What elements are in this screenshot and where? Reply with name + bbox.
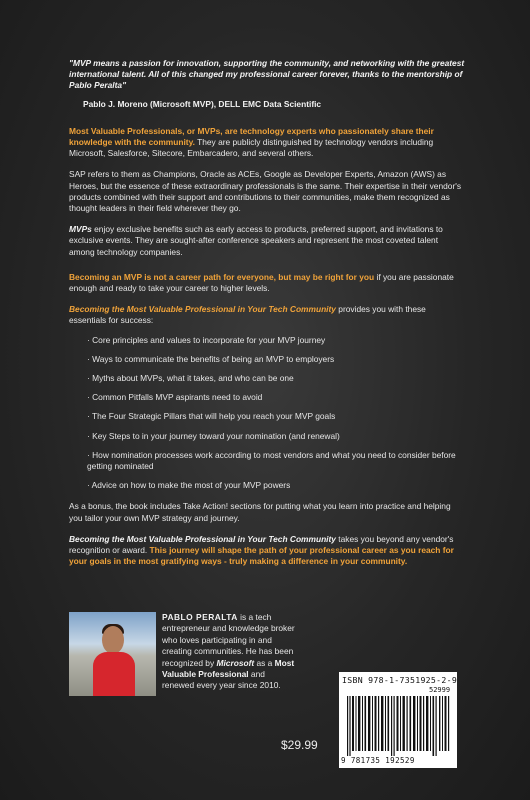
essentials-list: [87, 335, 465, 492]
author-vendor: Microsoft: [216, 657, 255, 668]
paragraph-vendor-names: SAP refers to them as Champions, Oracle as ACEs, Google as Developer Experts, Amazon (AWS) as Heroes, but the essence of these extraordinary professionals is the same. Their expertise in their vendor's products combined with their support and contributions to their communities, make them recognized as thought leaders in their field wherever they go.: [69, 169, 462, 214]
book-title-highlight: Becoming the Most Valuable Professional in Your Tech Community: [69, 304, 336, 315]
highlight-mvp-definition: Most Valuable Professionals, or MVPs, are technology experts who passionately share their knowledge with the community.: [69, 125, 434, 148]
book-title: Becoming the Most Valuable Professional in Your Tech Community: [69, 533, 336, 544]
paragraph-bonus: As a bonus, the book includes Take Action! sections for putting what you learn into practice and helping you tailor your own MVP strategy and journey.: [69, 501, 451, 523]
list-item: · Advice on how to make the most of your MVP powers: [87, 480, 465, 491]
testimonial-quote: "MVP means a passion for innovation, supporting the community, and networking with the greatest international talent. All of this changed my professional career forever, thanks to the mentorship of Pablo Peralta": [69, 58, 465, 91]
mvps-lead: MVPs: [69, 224, 92, 235]
author-bio-part: as a: [254, 657, 275, 668]
isbn-barcode: [339, 672, 457, 768]
author-bio-part: is a tech entrepreneur and knowledge broker who loves participating in and creating communities. He has been recognized by: [162, 612, 295, 668]
author-shirt: [93, 652, 135, 696]
back-cover-text: [69, 58, 465, 578]
author-photo: [69, 612, 156, 696]
barcode-bars: [347, 696, 451, 756]
price-addon-digits: 52999: [429, 686, 451, 694]
text-benefits: enjoy exclusive benefits such as early access to products, preferred support, and invitations to exclusive events. They are sought-after conference speakers and represent the most coveted talent among technology companies.: [69, 224, 443, 257]
list-item: · Core principles and values to incorporate for your MVP journey: [87, 335, 465, 346]
author-head: [102, 626, 124, 654]
price-label: $29.99: [281, 738, 318, 752]
isbn-number: ISBN 978-1-7351925-2-9: [342, 675, 458, 685]
highlight-career-path: Becoming an MVP is not a career path for everyone, but may be right for you: [69, 271, 375, 282]
list-item: · The Four Strategic Pillars that will help you reach your MVP goals: [87, 411, 465, 422]
ean-digits: 9 781735 192529: [341, 756, 415, 765]
paragraph-essentials-intro: [69, 304, 465, 326]
highlight-journey: This journey will shape the path of your professional career as you reach for your goals in the most gratifying ways - truly making a difference in your community.: [69, 545, 454, 567]
text-essentials-intro: provides you with these essentials for success:: [69, 304, 426, 326]
testimonial-attribution: Pablo J. Moreno (Microsoft MVP), DELL EMC Data Scientific: [83, 98, 322, 109]
text-career-path: if you are passionate enough and ready to take your career to higher levels.: [69, 271, 454, 294]
list-item: · Key Steps to in your journey toward your nomination (and renewal): [87, 431, 465, 442]
author-title: Most Valuable Professional: [162, 657, 295, 680]
author-name: PABLO PERALTA: [162, 612, 238, 622]
text-journey: takes you beyond any vendor's recognition or award.: [69, 533, 454, 556]
list-item: · Ways to communicate the benefits of being an MVP to employers: [87, 354, 465, 365]
list-item: · How nomination processes work according to most vendors and what you need to consider before getting nominated: [87, 450, 465, 472]
list-item: · Common Pitfalls MVP aspirants need to avoid: [87, 392, 465, 403]
paragraph-journey: [69, 534, 465, 568]
author-bio-part: and renewed every year since 2010.: [162, 669, 281, 691]
paragraph-mvp-definition: [69, 126, 465, 160]
author-bio: [162, 612, 296, 692]
paragraph-career-path: [69, 272, 465, 294]
paragraph-mvp-benefits: [69, 224, 465, 258]
text-mvp-vendors: They are publicly distinguished by technology vendors including Microsoft, Salesforce, Sitecore, Embarcadero, and several others.: [69, 137, 434, 159]
list-item: · Myths about MVPs, what it takes, and who can be one: [87, 373, 465, 384]
